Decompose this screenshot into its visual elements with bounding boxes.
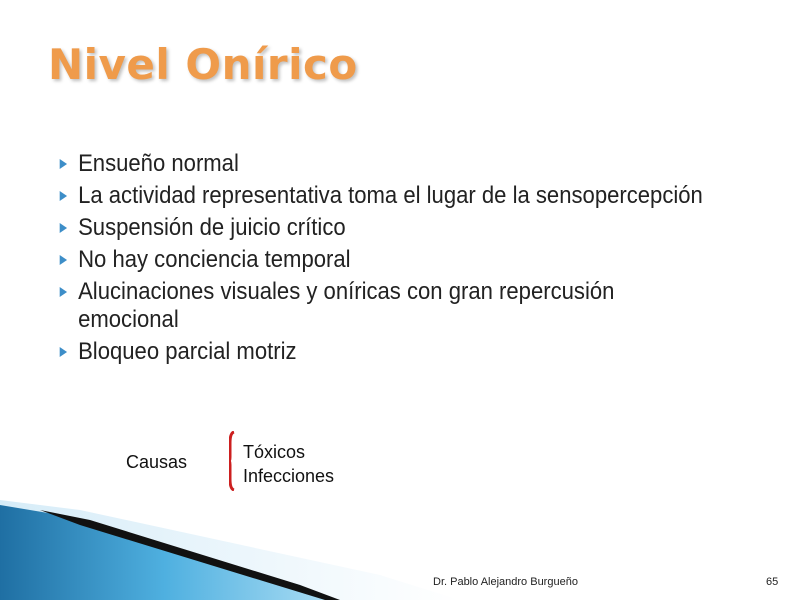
bullet-text: Ensueño normal — [78, 150, 239, 177]
bullet-text: Alucinaciones visuales y oníricas con gran repercusión emocional — [78, 278, 615, 333]
causa-item: Infecciones — [243, 466, 335, 486]
triangle-bullet-icon — [60, 159, 67, 169]
bullet-text: Suspensión de juicio crítico — [78, 214, 346, 241]
red-brace-icon — [229, 431, 235, 491]
bullet-item — [56, 182, 718, 210]
bullet-item — [56, 278, 718, 334]
bullet-item — [56, 214, 718, 242]
bullet-text: La actividad representativa toma el lugar de la sensopercepción — [78, 182, 703, 209]
footer-author: Dr. Pablo Alejandro Burgueño — [433, 576, 578, 588]
bullet-item — [56, 338, 718, 366]
causas-list — [243, 440, 334, 488]
slide-title: Nivel Onírico — [48, 40, 358, 89]
triangle-bullet-icon — [60, 255, 67, 265]
triangle-bullet-icon — [60, 287, 67, 297]
bullet-text: Bloqueo parcial motriz — [78, 338, 297, 365]
causas-label: Causas — [126, 452, 188, 472]
triangle-bullet-icon — [60, 347, 67, 357]
page-number: 65 — [766, 576, 779, 588]
causa-item: Tóxicos — [243, 442, 306, 462]
triangle-bullet-icon — [60, 191, 67, 201]
triangle-bullet-icon — [60, 223, 67, 233]
bullet-text: No hay conciencia temporal — [78, 246, 351, 273]
bullet-list — [56, 150, 718, 370]
bullet-item — [56, 150, 718, 178]
bullet-item — [56, 246, 718, 274]
